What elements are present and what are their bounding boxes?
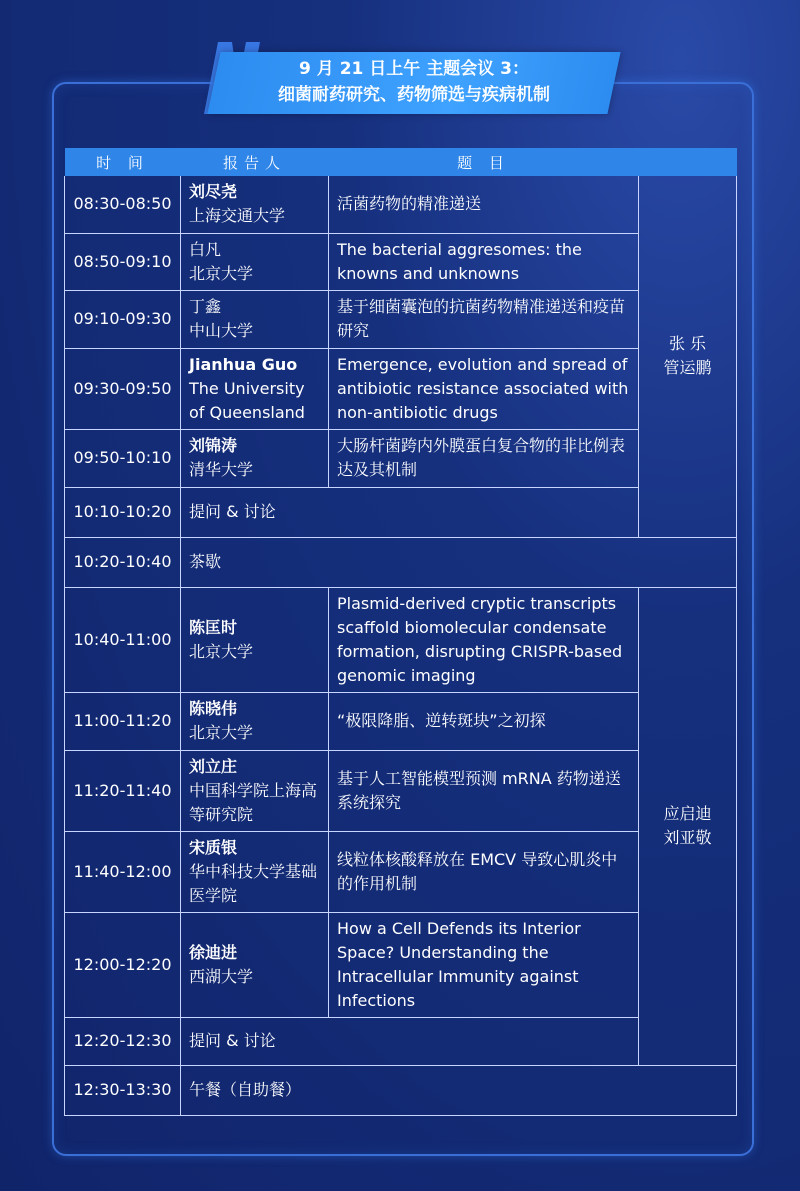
chair-name: 张 乐 [668, 334, 707, 354]
speaker-affiliation: 中山大学 [189, 321, 254, 340]
speaker-cell [181, 290, 329, 348]
table-row [65, 429, 737, 487]
table-row [65, 692, 737, 750]
session-label-cell: 提问 & 讨论 [181, 1017, 639, 1065]
speaker-cell [181, 912, 329, 1017]
time-cell: 10:20-10:40 [65, 537, 181, 587]
topic-cell: “极限降脂、逆转斑块”之初探 [329, 692, 639, 750]
speaker-affiliation: 西湖大学 [189, 966, 254, 986]
table-row [65, 290, 737, 348]
speaker-affiliation: 中国科学院上海高等研究院 [189, 780, 318, 824]
speaker-name: Jianhua Guo [189, 354, 298, 374]
time-cell: 09:30-09:50 [65, 348, 181, 429]
speaker-affiliation: 清华大学 [189, 460, 254, 479]
time-cell: 12:20-12:30 [65, 1017, 181, 1065]
time-cell: 09:10-09:30 [65, 290, 181, 348]
speaker-affiliation: 北京大学 [189, 723, 254, 742]
speaker-name: 徐迪进 [189, 942, 238, 962]
chair-cell-session2 [639, 587, 737, 1065]
table-row [65, 1017, 737, 1065]
chair-name: 管运鹏 [663, 358, 712, 378]
session-label-cell: 茶歇 [181, 537, 737, 587]
chair-cell-session1 [639, 176, 737, 537]
speaker-name: 刘尽尧 [189, 182, 238, 202]
speaker-cell [181, 176, 329, 233]
speaker-cell [181, 429, 329, 487]
header-topic: 题 目 [329, 148, 639, 176]
session-title [214, 56, 614, 108]
session-label-cell: 午餐（自助餐） [181, 1065, 737, 1115]
table-row [65, 176, 737, 233]
session-title-line1: 9 月 21 日上午 主题会议 3： [299, 59, 529, 79]
chair-name: 刘亚敬 [663, 828, 712, 847]
topic-cell: 线粒体核酸释放在 EMCV 导致心肌炎中的作用机制 [329, 831, 639, 912]
speaker-cell [181, 831, 329, 912]
table-row [65, 487, 737, 537]
table-row [65, 587, 737, 692]
topic-cell: The bacterial aggresomes: the knowns and unknowns [329, 233, 639, 290]
time-cell: 08:50-09:10 [65, 233, 181, 290]
speaker-affiliation: 华中科技大学基础医学院 [189, 861, 318, 905]
topic-cell: How a Cell Defends its Interior Space? Understanding the Intracellular Immunity against Infections [329, 912, 639, 1017]
time-cell: 10:40-11:00 [65, 587, 181, 692]
time-cell: 11:40-12:00 [65, 831, 181, 912]
header-time: 时 间 [65, 148, 181, 176]
table-row [65, 348, 737, 429]
time-cell: 09:50-10:10 [65, 429, 181, 487]
time-cell: 11:20-11:40 [65, 750, 181, 831]
topic-cell: 大肠杆菌跨内外膜蛋白复合物的非比例表达及其机制 [329, 429, 639, 487]
speaker-cell [181, 233, 329, 290]
speaker-cell [181, 348, 329, 429]
speaker-cell [181, 587, 329, 692]
speaker-cell [181, 692, 329, 750]
speaker-name: 宋质银 [189, 837, 238, 857]
table-row [65, 750, 737, 831]
topic-cell: 基于人工智能模型预测 mRNA 药物递送系统探究 [329, 750, 639, 831]
time-cell: 11:00-11:20 [65, 692, 181, 750]
speaker-affiliation: 北京大学 [189, 641, 254, 661]
speaker-name: 陈晓伟 [189, 699, 238, 718]
session-label-cell: 提问 & 讨论 [181, 487, 639, 537]
speaker-name: 刘立庄 [189, 756, 238, 776]
time-cell: 10:10-10:20 [65, 487, 181, 537]
table-row [65, 537, 737, 587]
time-cell: 08:30-08:50 [65, 176, 181, 233]
header-chair [639, 148, 737, 176]
session-title-line2: 细菌耐药研究、药物筛选与疾病机制 [278, 85, 550, 105]
speaker-name: 刘锦涛 [189, 436, 238, 455]
topic-cell: Emergence, evolution and spread of antibiotic resistance associated with non-antibiotic drugs [329, 348, 639, 429]
table-row [65, 912, 737, 1017]
topic-cell: Plasmid-derived cryptic transcripts scaffold biomolecular condensate formation, disrupting CRISPR-based genomic imaging [329, 587, 639, 692]
table-header-row [65, 148, 737, 176]
speaker-cell [181, 750, 329, 831]
time-cell: 12:00-12:20 [65, 912, 181, 1017]
topic-cell: 活菌药物的精准递送 [329, 176, 639, 233]
speaker-name: 丁鑫 [189, 297, 222, 316]
speaker-name: 陈匡时 [189, 617, 238, 637]
speaker-affiliation: The University of Queensland [189, 378, 305, 422]
topic-cell: 基于细菌囊泡的抗菌药物精准递送和疫苗研究 [329, 290, 639, 348]
speaker-affiliation: 北京大学 [189, 263, 254, 283]
time-cell: 12:30-13:30 [65, 1065, 181, 1115]
schedule-table [64, 148, 737, 1116]
table-row [65, 831, 737, 912]
speaker-affiliation: 上海交通大学 [189, 206, 286, 226]
speaker-name: 白凡 [189, 239, 222, 259]
header-speaker: 报告人 [181, 148, 329, 176]
table-row [65, 233, 737, 290]
table-row [65, 1065, 737, 1115]
chair-name: 应启迪 [663, 804, 712, 823]
